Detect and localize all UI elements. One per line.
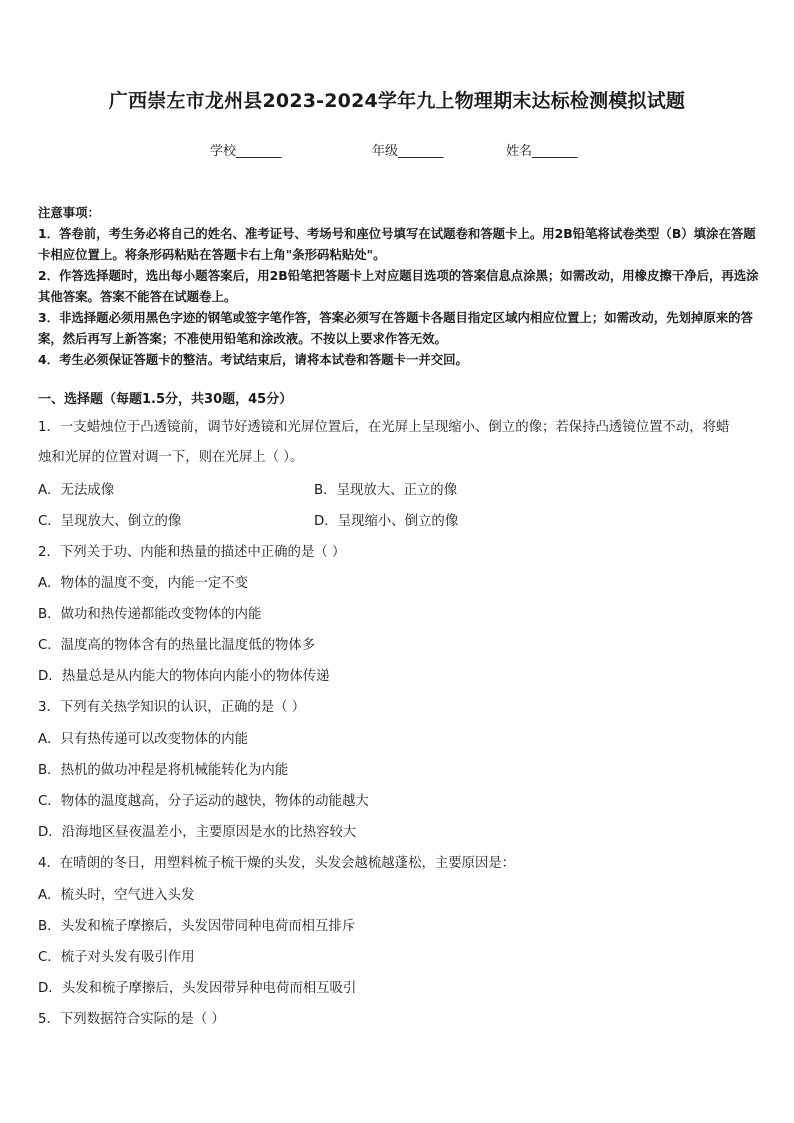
q4-stem: 4．在晴朗的冬日，用塑料梳子梳干燥的头发，头发会越梳越蓬松，主要原因是： (38, 856, 516, 871)
note-item-3: 3．非选择题必须用黑色字迹的钢笔或签字笔作答，答案必须写在答题卡各题目指定区域内相应位置上；如需改动，先划掉原来的答案，然后再写上新答案；不准使用铅笔和涂改液。不按以上要求作答无效。 (38, 310, 753, 346)
grade-field: 年级_______ (372, 144, 444, 159)
exam-notes (38, 202, 760, 370)
section-heading: 一、选择题（每题1.5分，共30题，45分） (38, 392, 293, 407)
q1-option-a: A．无法成像 (38, 483, 115, 498)
q1-option-c: C．呈现放大、倒立的像 (38, 514, 182, 529)
q3-stem: 3．下列有关热学知识的认识，正确的是（ ） (38, 700, 306, 715)
q2-option-c: C．温度高的物体含有的热量比温度低的物体多 (38, 638, 316, 653)
q4-option-a: A．梳头时，空气进入头发 (38, 888, 195, 903)
q2-option-d: D．热量总是从内能大的物体向内能小的物体传递 (38, 669, 330, 684)
q1-option-d: D．呈现缩小、倒立的像 (314, 514, 459, 529)
q4-option-d: D．头发和梳子摩擦后，头发因带异种电荷而相互吸引 (38, 981, 357, 996)
q1-stem-line2: 烛和光屏的位置对调一下，则在光屏上（ ）。 (38, 450, 304, 465)
q1-stem-line1: 1．一支蜡烛位于凸透镜前，调节好透镜和光屏位置后，在光屏上呈现缩小、倒立的像；若保持凸透镜位置不动，将蜡 (38, 420, 730, 435)
name-field: 姓名_______ (506, 144, 578, 159)
q2-option-a: A．物体的温度不变，内能一定不变 (38, 576, 249, 591)
q5-stem: 5．下列数据符合实际的是（ ） (38, 1012, 225, 1027)
q3-option-a: A．只有热传递可以改变物体的内能 (38, 732, 249, 747)
note-item-2: 2．作答选择题时，选出每小题答案后，用2B铅笔把答题卡上对应题目选项的答案信息点涂黑；如需改动，用橡皮擦干净后，再选涂其他答案。答案不能答在试题卷上。 (38, 268, 759, 304)
q1-option-b: B．呈现放大、正立的像 (314, 483, 458, 498)
q3-option-c: C．物体的温度越高，分子运动的越快，物体的动能越大 (38, 794, 369, 809)
school-field: 学校_______ (210, 144, 282, 159)
q3-option-b: B．热机的做功冲程是将机械能转化为内能 (38, 763, 289, 778)
q2-option-b: B．做功和热传递都能改变物体的内能 (38, 607, 262, 622)
exam-title: 广西崇左市龙州县2023-2024学年九上物理期末达标检测模拟试题 (108, 90, 686, 112)
q2-stem: 2．下列关于功、内能和热量的描述中正确的是（ ） (38, 545, 346, 560)
q4-option-c: C．梳子对头发有吸引作用 (38, 950, 195, 965)
notes-heading: 注意事项： (38, 205, 100, 220)
q3-option-d: D．沿海地区昼夜温差小，主要原因是水的比热容较大 (38, 825, 357, 840)
note-item-1: 1．答卷前，考生务必将自己的姓名、准考证号、考场号和座位号填写在试题卷和答题卡上。用2B铅笔将试卷类型（B）填涂在答题卡相应位置上。将条形码粘贴在答题卡右上角"条形码粘贴处"。 (38, 226, 756, 262)
note-item-4: 4．考生必须保证答题卡的整洁。考试结束后，请将本试卷和答题卡一并交回。 (38, 352, 468, 367)
q4-option-b: B．头发和梳子摩擦后，头发因带同种电荷而相互排斥 (38, 919, 356, 934)
